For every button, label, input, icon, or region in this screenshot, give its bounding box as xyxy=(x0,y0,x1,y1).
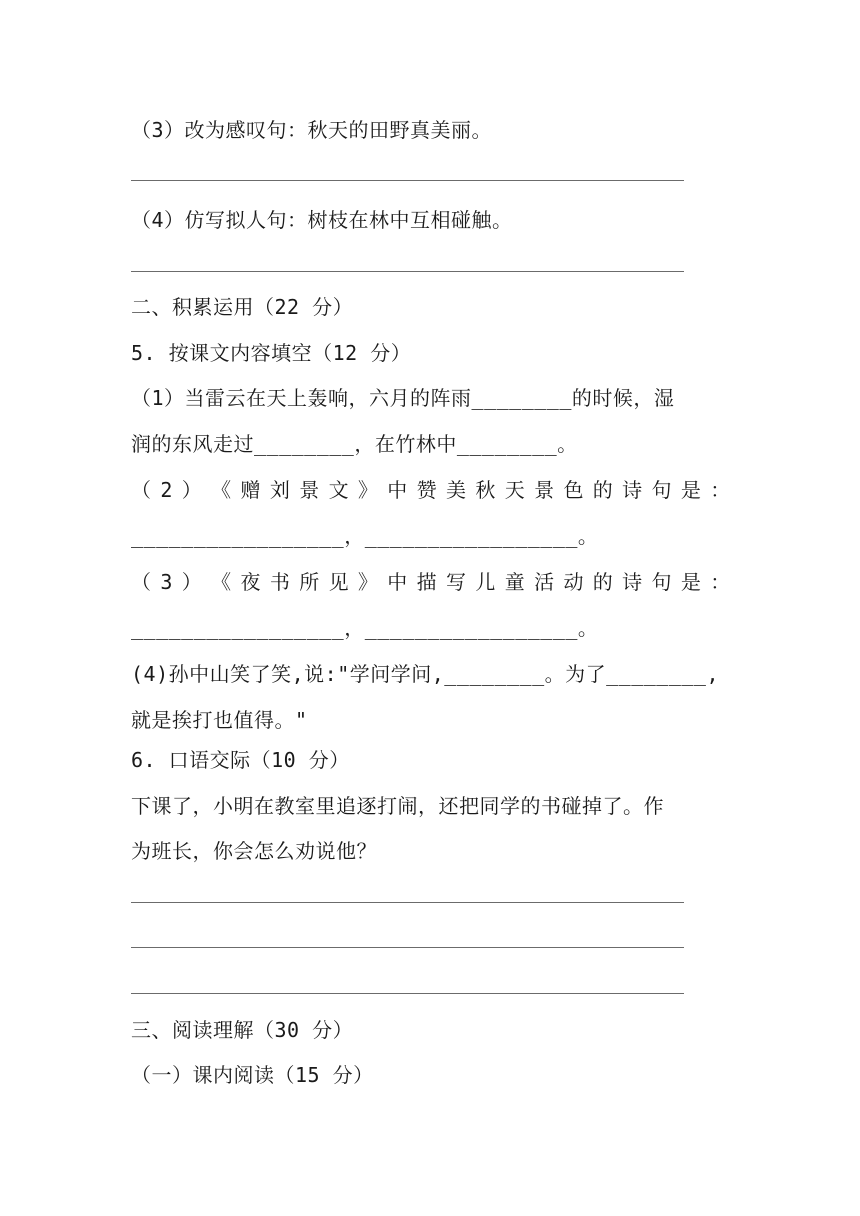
justified-char: 所 xyxy=(299,570,320,594)
justified-char: 3 xyxy=(160,570,173,594)
justified-char: ） xyxy=(181,478,203,502)
question-5-4-line-1: (4)孙中山笑了笑,说:"学问学问,________。为了________, xyxy=(131,662,719,686)
justified-char: 天 xyxy=(504,478,526,502)
justified-char: 是 xyxy=(680,570,702,594)
justified-char: （ xyxy=(131,478,152,502)
question-6-line-2: 为班长，你会怎么劝说他？ xyxy=(131,839,377,863)
justified-char: 的 xyxy=(592,478,614,502)
justified-char: 童 xyxy=(504,570,526,594)
justified-char: 诗 xyxy=(622,478,643,502)
justified-char: 《 xyxy=(211,478,232,502)
justified-char: 诗 xyxy=(622,570,643,594)
justified-char: 景 xyxy=(299,478,320,502)
justified-char: 赠 xyxy=(240,478,261,502)
answer-line-4-4[interactable] xyxy=(131,271,684,272)
justified-char: 见 xyxy=(328,570,350,594)
justified-char: 》 xyxy=(357,478,379,502)
justified-char: 中 xyxy=(387,570,408,594)
question-5-2-line-1 xyxy=(131,476,731,504)
justified-char: 儿 xyxy=(475,570,496,594)
justified-char: 动 xyxy=(563,570,584,594)
answer-line-6-b[interactable] xyxy=(131,947,684,948)
justified-char: 写 xyxy=(446,570,467,594)
question-6-line-1: 下课了，小明在教室里追逐打闹，还把同学的书碰掉了。作 xyxy=(131,794,664,818)
question-5-title: 5. 按课文内容填空（12 分） xyxy=(131,341,412,365)
section-3-subtitle: （一）课内阅读（15 分） xyxy=(131,1063,374,1087)
question-4-3: （3）改为感叹句：秋天的田野真美丽。 xyxy=(131,118,493,142)
question-5-3-line-2: _________________，_________________。 xyxy=(131,616,599,640)
answer-line-4-3[interactable] xyxy=(131,180,684,181)
justified-char: 文 xyxy=(328,478,350,502)
section-2-title: 二、积累运用（22 分） xyxy=(131,295,354,319)
justified-char: 夜 xyxy=(240,570,261,594)
justified-char: 是 xyxy=(680,478,702,502)
section-3-title: 三、阅读理解（30 分） xyxy=(131,1018,354,1042)
justified-char: 中 xyxy=(387,478,408,502)
question-4-4: （4）仿写拟人句：树枝在林中互相碰触。 xyxy=(131,208,513,232)
justified-char: （ xyxy=(131,570,152,594)
justified-char: 美 xyxy=(446,478,467,502)
justified-char: 色 xyxy=(563,478,584,502)
justified-char: 景 xyxy=(534,478,555,502)
justified-char: ） xyxy=(181,570,203,594)
question-5-3-line-1 xyxy=(131,568,731,596)
justified-char: 活 xyxy=(534,570,555,594)
justified-char: 2 xyxy=(160,478,173,502)
justified-char: 赞 xyxy=(416,478,438,502)
justified-char: 刘 xyxy=(269,478,291,502)
justified-char: 秋 xyxy=(475,478,496,502)
question-5-1-line-1: （1）当雷云在天上轰响，六月的阵雨________的时候，湿 xyxy=(131,386,675,410)
answer-line-6-a[interactable] xyxy=(131,902,684,903)
justified-char: 句 xyxy=(651,570,673,594)
justified-char: 》 xyxy=(357,570,379,594)
justified-char: 书 xyxy=(269,570,291,594)
justified-char: 的 xyxy=(592,570,614,594)
answer-line-6-c[interactable] xyxy=(131,993,684,994)
question-5-1-line-2: 润的东风走过________，在竹林中________。 xyxy=(131,432,578,456)
justified-char: ： xyxy=(710,570,731,594)
justified-char: 《 xyxy=(211,570,232,594)
question-6-title: 6. 口语交际（10 分） xyxy=(131,748,350,772)
justified-char: ： xyxy=(710,478,731,502)
justified-char: 描 xyxy=(416,570,438,594)
justified-char: 句 xyxy=(651,478,673,502)
question-5-4-line-2: 就是挨打也值得。" xyxy=(131,708,308,732)
question-5-2-line-2: _________________，_________________。 xyxy=(131,524,599,548)
